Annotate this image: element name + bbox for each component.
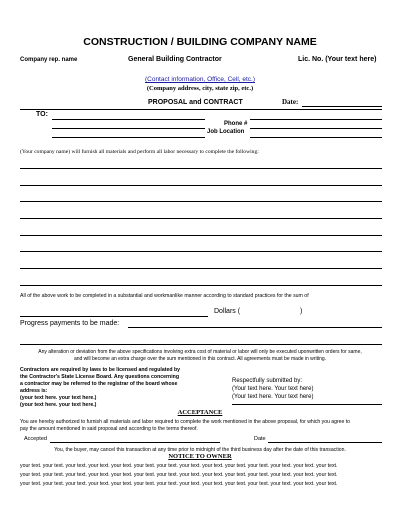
notice-text-line1: your text. your text. your text. your text. your text. your text. your text. your text. your text. your text. your text. your text. your text. your text. bbox=[20, 463, 338, 469]
company-name: CONSTRUCTION / BUILDING COMPANY NAME bbox=[83, 36, 317, 48]
work-line[interactable] bbox=[20, 235, 382, 236]
header-rule bbox=[20, 109, 382, 110]
sum-line[interactable] bbox=[20, 316, 208, 317]
progress-payments-label: Progress payments to be made: bbox=[20, 320, 120, 327]
work-line[interactable] bbox=[20, 218, 382, 219]
proposal-title: PROPOSAL and CONTRACT bbox=[148, 99, 243, 106]
alteration-clause-line1: Any alteration or deviation from the above specifications involving extra cost of material or labor will only be executed uponwritten orders for same, bbox=[38, 349, 362, 355]
date-label: Date: bbox=[282, 98, 299, 106]
phone-label: Phone # bbox=[224, 121, 248, 127]
license-notice-line6: (your text here. your text here.) bbox=[20, 402, 97, 408]
job-location-label: Job Location bbox=[207, 129, 245, 135]
to-label: TO: bbox=[36, 111, 48, 118]
work-line[interactable] bbox=[20, 285, 382, 286]
submitted-by-line1: (Your text here. Your text here) bbox=[232, 386, 314, 392]
to-line-1b[interactable] bbox=[250, 119, 382, 120]
submitted-by-line2: (Your text here. Your text here) bbox=[232, 394, 314, 400]
license-notice-line2: the Contractor's State License Board. Any questions concerning bbox=[20, 374, 180, 380]
acceptance-text-line1: You are hereby authorized to furnish all materials and labor required to complete the work mentioned in the above proposal, for which you agree to bbox=[20, 419, 350, 425]
rep-name: Company rep. name bbox=[20, 57, 78, 63]
accepted-line[interactable] bbox=[50, 442, 220, 443]
phone-line[interactable] bbox=[250, 128, 382, 129]
notice-text-line3: your text. your text. your text. your text. your text. your text. your text. your text. your text. your text. your text. your text. your text. your text. bbox=[20, 481, 338, 487]
license-notice-line3: a contractor may be referred to the registrar of the board whose bbox=[20, 381, 178, 387]
work-line[interactable] bbox=[20, 168, 382, 169]
company-address: (Company address, city, state zip, etc.) bbox=[146, 85, 254, 92]
acceptance-date-line[interactable] bbox=[268, 442, 382, 443]
contact-info-link[interactable]: (Contact information, Office, Cell, etc.) bbox=[144, 76, 256, 83]
work-line[interactable] bbox=[20, 185, 382, 186]
dollars-label: Dollars ( bbox=[214, 308, 241, 315]
contractor-type: General Building Contractor bbox=[128, 56, 222, 63]
job-location-line[interactable] bbox=[250, 137, 382, 138]
work-line[interactable] bbox=[20, 268, 382, 269]
license-number: Lic. No. (Your text here) bbox=[298, 56, 377, 63]
acceptance-title: ACCEPTANCE bbox=[177, 409, 223, 416]
progress-line-2[interactable] bbox=[20, 344, 382, 345]
license-notice-line1: Contractors are required by laws to be licensed and regulated by bbox=[20, 367, 180, 373]
date-line[interactable] bbox=[302, 106, 382, 107]
notice-text-line2: your text. your text. your text. your text. your text. your text. your text. your text. your text. your text. your text. your text. your text. your text. bbox=[20, 472, 338, 478]
acceptance-text-line2: pay the amount mentioned in said proposal and according to the terms thereof. bbox=[20, 426, 198, 432]
work-line[interactable] bbox=[20, 201, 382, 202]
completion-statement: All of the above work to be completed in a substantial and workmanlike manner according to standard practices for the sum of bbox=[20, 293, 309, 299]
signature-line[interactable] bbox=[232, 404, 382, 405]
license-notice-line4: address is: bbox=[20, 388, 48, 394]
to-line-3[interactable] bbox=[52, 137, 205, 138]
cancellation-notice: You, the buyer, may cancel this transaction at any time prior to midnight of the third business day after the date of this transaction. bbox=[54, 447, 346, 453]
progress-line[interactable] bbox=[128, 327, 382, 328]
to-line-2[interactable] bbox=[52, 128, 205, 129]
dollars-close: ) bbox=[300, 308, 303, 315]
acceptance-date-label: Date bbox=[254, 436, 266, 442]
scope-intro: (Your company name) will furnish all materials and perform all labor necessary to complete the following: bbox=[20, 149, 259, 155]
accepted-label: Accepted bbox=[24, 436, 47, 442]
alteration-clause-line2: and will become an extra charge over the sum mentioned in this contract. All agreements must be made in writing. bbox=[73, 356, 327, 362]
to-line-1[interactable] bbox=[52, 119, 205, 120]
notice-to-owner-title: NOTICE TO OWNER bbox=[168, 453, 232, 460]
work-line[interactable] bbox=[20, 251, 382, 252]
submitted-by-label: Respectfully submitted by: bbox=[232, 378, 303, 384]
license-notice-line5: (your text here. your text here.) bbox=[20, 395, 97, 401]
